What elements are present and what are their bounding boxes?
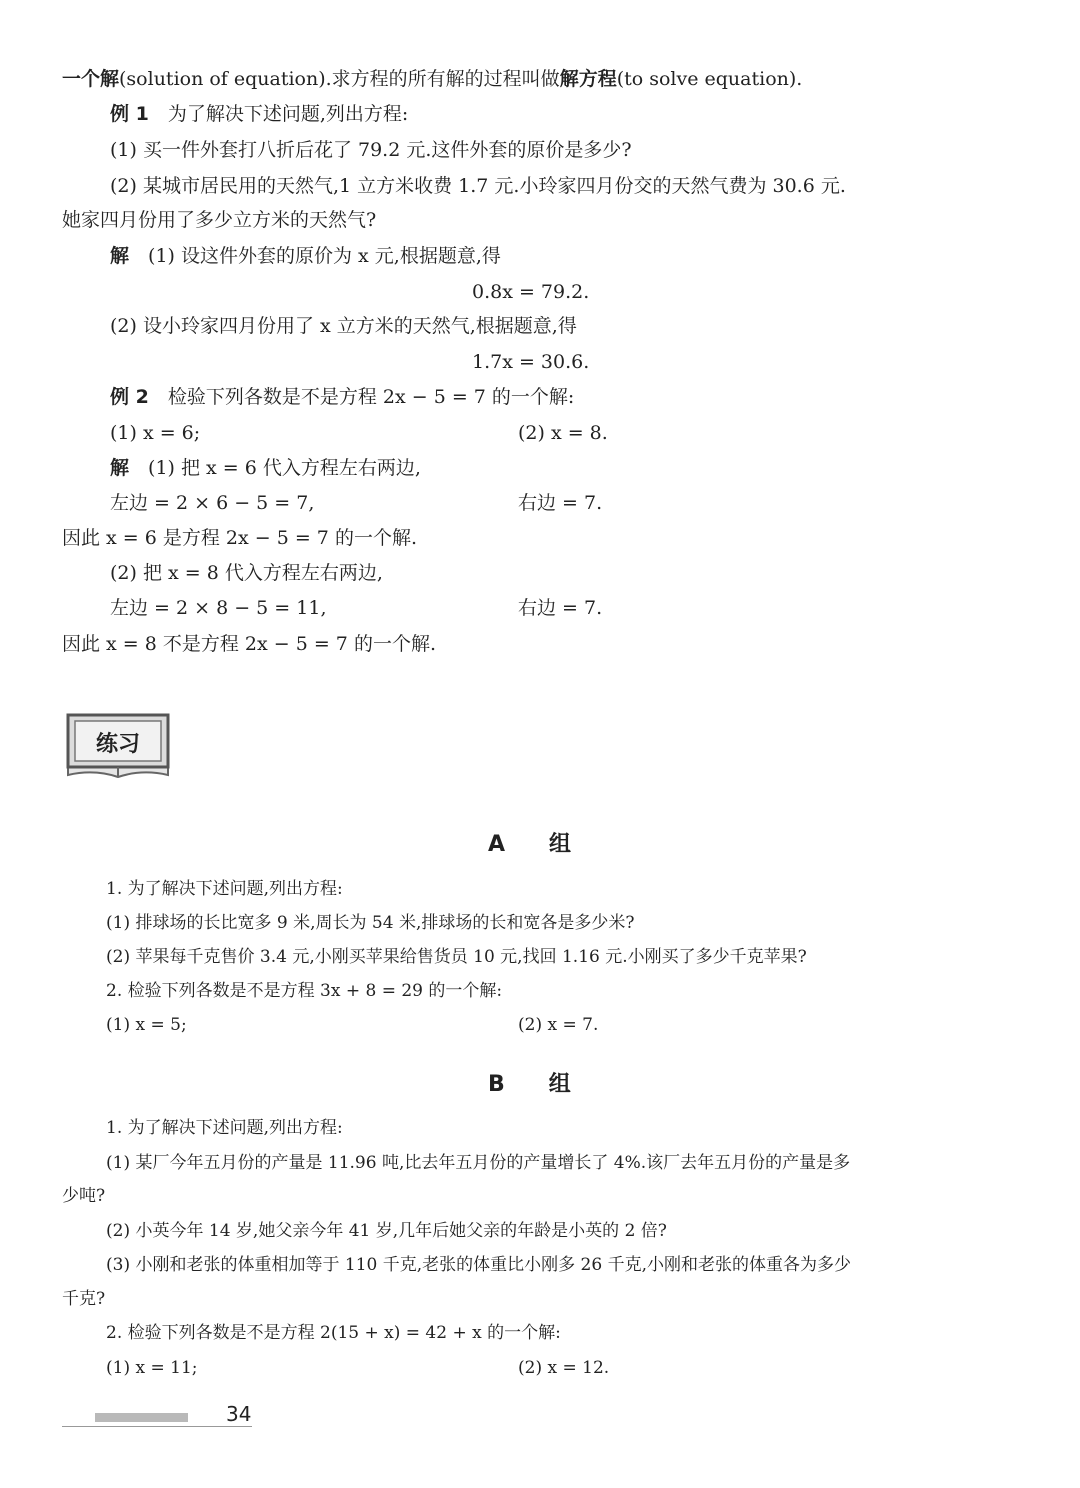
group-b-problem-2: 2. 检验下列各数是不是方程 2(15 + x) = 42 + x 的一个解: bbox=[106, 1323, 561, 1343]
group-a-problem-1: 1. 为了解决下述问题,列出方程: bbox=[106, 879, 343, 899]
solution-label: 解 bbox=[110, 245, 130, 267]
example-2-solution-2: (2) 把 x = 8 代入方程左右两边, bbox=[110, 562, 383, 584]
right-side-2: 右边 = 7. bbox=[518, 597, 603, 619]
conclusion-1: 因此 x = 6 是方程 2x − 5 = 7 的一个解. bbox=[62, 527, 417, 549]
group-b-problem-2a: (1) x = 11; bbox=[106, 1358, 198, 1378]
equation-1: 0.8x = 79.2. bbox=[472, 281, 590, 303]
intro-text-2: (to solve equation). bbox=[616, 68, 803, 90]
group-b-problem-1c-line2: 千克? bbox=[62, 1289, 106, 1309]
example-1-prompt: 为了解决下述问题,列出方程: bbox=[167, 103, 409, 125]
left-side-1: 左边 = 2 × 6 − 5 = 7, bbox=[110, 492, 315, 514]
group-b-problem-1b: (2) 小英今年 14 岁,她父亲今年 41 岁,几年后她父亲的年龄是小英的 2 倍? bbox=[106, 1221, 667, 1241]
group-a-problem-1b: (2) 苹果每千克售价 3.4 元,小刚买苹果给售货员 10 元,找回 1.16 元.小刚买了多少千克苹果? bbox=[106, 947, 807, 967]
term-one-solution: 一个解 bbox=[62, 68, 120, 90]
example-2-solution-1 bbox=[110, 455, 421, 481]
group-a-problem-2: 2. 检验下列各数是不是方程 3x + 8 = 29 的一个解: bbox=[106, 981, 503, 1001]
footer-rule bbox=[62, 1426, 252, 1427]
practice-badge bbox=[66, 713, 170, 779]
group-b-title: B 组 bbox=[488, 1072, 571, 1097]
group-b-problem-2b: (2) x = 12. bbox=[518, 1358, 610, 1378]
page-number: 34 bbox=[226, 1402, 252, 1426]
example-2-prompt: 检验下列各数是不是方程 2x − 5 = 7 的一个解: bbox=[167, 386, 575, 408]
example-2-case-2: (2) x = 8. bbox=[518, 422, 608, 444]
group-a-problem-2a: (1) x = 5; bbox=[106, 1015, 187, 1035]
equation-2: 1.7x = 30.6. bbox=[472, 351, 590, 373]
group-b-problem-1a-line1: (1) 某厂今年五月份的产量是 11.96 吨,比去年五月份的产量增长了 4%.该厂去年五月份的产量是多 bbox=[106, 1153, 851, 1173]
solution-1-text: (1) 把 x = 6 代入方程左右两边, bbox=[148, 457, 421, 479]
right-side-1: 右边 = 7. bbox=[518, 492, 603, 514]
example-1-label: 例 1 bbox=[110, 103, 149, 125]
example-1-q2-line2: 她家四月份用了多少立方米的天然气? bbox=[62, 209, 377, 231]
example-1-q1: (1) 买一件外套打八折后花了 79.2 元.这件外套的原价是多少? bbox=[110, 139, 632, 161]
conclusion-2: 因此 x = 8 不是方程 2x − 5 = 7 的一个解. bbox=[62, 633, 436, 655]
group-a-title: A 组 bbox=[488, 832, 572, 857]
example-2-case-1: (1) x = 6; bbox=[110, 422, 201, 444]
left-side-2: 左边 = 2 × 8 − 5 = 11, bbox=[110, 597, 327, 619]
example-2-heading bbox=[110, 384, 574, 410]
example-1-q2-line1: (2) 某城市居民用的天然气,1 立方米收费 1.7 元.小玲家四月份交的天然气费为 30.6 元. bbox=[110, 175, 846, 197]
group-b-problem-1c-line1: (3) 小刚和老张的体重相加等于 110 千克,老张的体重比小刚多 26 千克,小刚和老张的体重各为多少 bbox=[106, 1255, 851, 1275]
solution-label: 解 bbox=[110, 457, 130, 479]
intro-text-1: (solution of equation).求方程的所有解的过程叫做 bbox=[119, 68, 560, 90]
footer-bar bbox=[95, 1413, 188, 1422]
example-1-heading bbox=[110, 101, 408, 127]
group-a-problem-2b: (2) x = 7. bbox=[518, 1015, 599, 1035]
example-2-label: 例 2 bbox=[110, 386, 149, 408]
example-1-solution-2: (2) 设小玲家四月份用了 x 立方米的天然气,根据题意,得 bbox=[110, 315, 577, 337]
group-b-problem-1a-line2: 少吨? bbox=[62, 1186, 106, 1206]
example-1-solution-1 bbox=[110, 243, 501, 269]
group-b-problem-1: 1. 为了解决下述问题,列出方程: bbox=[106, 1118, 343, 1138]
solution-1-text: (1) 设这件外套的原价为 x 元,根据题意,得 bbox=[148, 245, 501, 267]
intro-line bbox=[62, 66, 802, 92]
term-solve-equation: 解方程 bbox=[559, 68, 617, 90]
practice-label: 练习 bbox=[95, 732, 140, 757]
group-a-problem-1a: (1) 排球场的长比宽多 9 米,周长为 54 米,排球场的长和宽各是多少米? bbox=[106, 913, 635, 933]
